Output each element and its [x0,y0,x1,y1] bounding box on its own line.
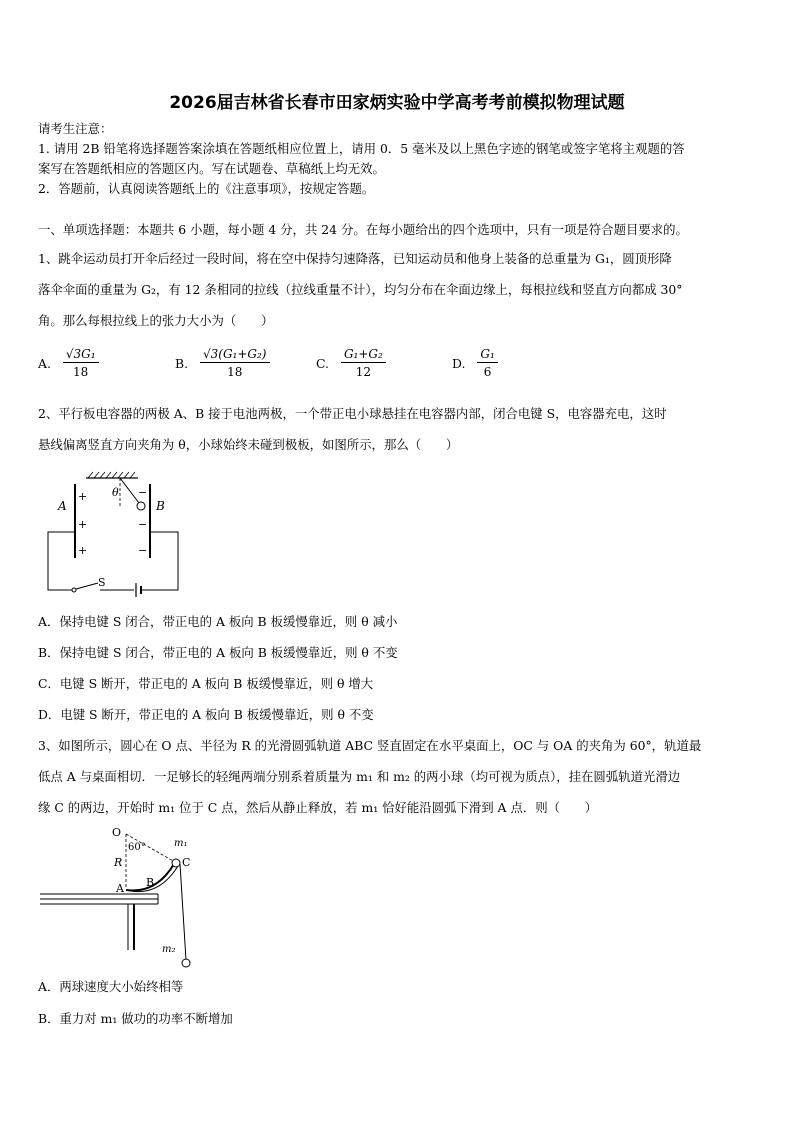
notice-item-2: 2．答题前，认真阅读答题纸上的《注意事项》，按规定答题。 [38,181,375,196]
question-3-line-1: 3、如图所示，圆心在 O 点、半径为 R 的光滑圆弧轨道 ABC 竖直固定在水平桌面上，OC 与 OA 的夹角为 60°，轨道最 [38,738,702,753]
arc-track-diagram [38,824,208,970]
q1-option-a[interactable] [38,347,99,379]
plate-b-label: B [156,499,165,513]
q1-option-c[interactable] [316,347,386,379]
q2-option-a[interactable]: A．保持电键 S 闭合，带正电的 A 板向 B 板缓慢靠近，则 θ 减小 [38,614,398,629]
q1-option-b-fraction [200,347,270,379]
q1-option-d-numerator: G₁ [477,347,497,363]
minus-sign-3: − [138,544,148,557]
q1-option-d-denominator: 6 [483,365,492,379]
q3-option-a[interactable]: A．两球速度大小始终相等 [38,979,184,994]
page-title: 2026届吉林省长春市田家炳实验中学高考考前模拟物理试题 [169,93,625,113]
question-2-line-2: 悬线偏离竖直方向夹角为 θ，小球始终未碰到极板，如图所示，那么（ ） [38,437,459,452]
q1-option-c-denominator: 12 [355,365,371,379]
radius-r-label: R [114,856,123,869]
mass-m2-label: m₂ [162,944,176,955]
q1-option-a-label: A. [38,355,51,371]
capacitor-circuit-diagram [38,466,188,600]
q1-option-a-fraction [63,347,99,379]
question-2-line-1: 2、平行板电容器的两极 A、B 接于电池两极，一个带正电小球悬挂在电容器内部，闭合电键 S，电容器充电，这时 [38,406,667,421]
question-3-line-3: 缘 C 的两边，开始时 m₁ 位于 C 点，然后从静止释放，若 m₁ 恰好能沿圆弧下滑到 A 点．则（ ） [38,800,598,815]
minus-sign-1: − [138,486,148,499]
q1-option-d-fraction [477,347,497,379]
q1-option-b-label: B. [175,355,189,371]
plate-a-label: A [58,499,67,513]
q1-option-b-numerator: √3(G₁+G₂) [200,347,270,363]
question-1-line-2: 落伞伞面的重量为 G₂，有 12 条相同的拉线（拉线重量不计），均匀分布在伞面边缘上，每根拉线和竖直方向都成 30° [38,282,683,297]
notice-heading: 请考生注意： [38,121,113,136]
plus-sign-1: + [78,490,88,503]
angle-theta-label: θ [112,486,119,499]
plus-sign-2: + [78,518,88,531]
question-1-line-1: 1、跳伞运动员打开伞后经过一段时间，将在空中保持匀速降落，已知运动员和他身上装备的总重量为 G₁，圆顶形降 [38,251,672,266]
point-a-label: A [116,882,124,895]
q1-option-a-numerator: √3G₁ [63,347,99,363]
question-1-line-3: 角。那么每根拉线上的张力大小为（ ） [38,313,274,328]
point-o-label: O [112,826,122,839]
section-heading: 一、单项选择题：本题共 6 小题，每小题 4 分，共 24 分。在每小题给出的四个选项中，只有一项是符合题目要求的。 [38,222,688,237]
q1-option-c-fraction [341,347,386,379]
point-c-label: C [182,856,191,869]
q2-option-b[interactable]: B．保持电键 S 闭合，带正电的 A 板向 B 板缓慢靠近，则 θ 不变 [38,645,398,660]
q1-option-c-numerator: G₁+G₂ [341,347,386,363]
notice-item-1-line-2: 案写在答题纸相应的答题区内。写在试题卷、草稿纸上均无效。 [38,161,385,176]
q1-option-b[interactable] [175,347,270,379]
plus-sign-3: + [78,544,88,557]
mass-m1-label: m₁ [174,838,188,849]
question-3-line-2: 低点 A 与桌面相切．一足够长的轻绳两端分别系着质量为 m₁ 和 m₂ 的两小球（均可视为质点），挂在圆弧轨道光滑边 [38,769,681,784]
angle-60-label: 60° [128,842,146,853]
minus-sign-2: − [138,518,148,531]
q1-option-d-label: D. [452,355,466,371]
q1-option-a-denominator: 18 [73,365,89,379]
q1-option-d[interactable] [452,347,498,379]
point-b-label: B [146,876,155,889]
q2-option-d[interactable]: D．电键 S 断开，带正电的 A 板向 B 板缓慢靠近，则 θ 不变 [38,707,374,722]
q2-option-c[interactable]: C．电键 S 断开，带正电的 A 板向 B 板缓慢靠近，则 θ 增大 [38,676,374,691]
q1-option-b-denominator: 18 [227,365,243,379]
q3-option-b[interactable]: B．重力对 m₁ 做功的功率不断增加 [38,1011,233,1026]
notice-item-1-line-1: 1. 请用 2B 铅笔将选择题答案涂填在答题纸相应位置上，请用 0．5 毫米及以上黑色字迹的钢笔或签字笔将主观题的答 [38,141,685,156]
switch-s-label: S [98,576,106,589]
q1-option-c-label: C. [316,355,329,371]
